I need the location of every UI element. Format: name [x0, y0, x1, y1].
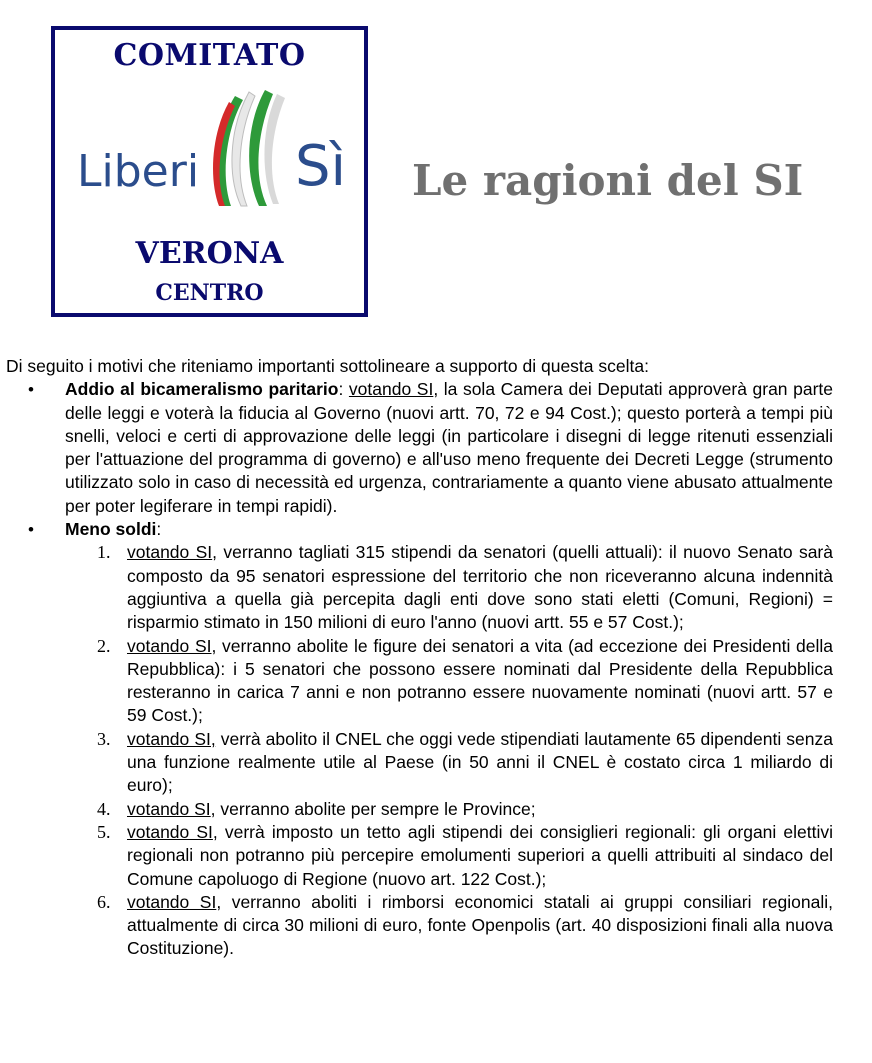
list-item	[65, 635, 833, 728]
votando-si-link: votando SI,	[127, 728, 216, 749]
list-item	[65, 728, 833, 798]
item-text: , verranno aboliti i rimborsi economici statali ai gruppi consiliari regionali, attualmente di circa 30 milioni di euro, fonte Openpolis (art. 40 disposizioni finali alla nuova Costituzione).	[127, 891, 834, 959]
list-item	[65, 541, 833, 634]
reason-bicameralismo	[6, 378, 833, 518]
logo-liberi-text: Liberi	[77, 146, 200, 197]
item-number: 6.	[97, 891, 111, 912]
document-body	[6, 355, 833, 961]
item-number: 4.	[97, 798, 111, 819]
item-number: 2.	[97, 635, 111, 656]
reason-heading: Meno soldi	[65, 519, 157, 540]
item-text: , verrà imposto un tetto agli stipendi dei consiglieri regionali: gli organi elettivi regionali non potranno più percepire emolumenti superiori a quelli attribuiti al sindaco del Comune capoluogo di Regione (nuovo art. 122 Cost.);	[127, 821, 834, 889]
votando-si-link: votando SI	[127, 635, 212, 656]
comitato-logo	[51, 26, 368, 317]
logo-comitato-text: COMITATO	[113, 38, 306, 73]
votando-si-link: votando SI	[127, 542, 213, 563]
item-number: 1.	[97, 542, 111, 563]
reason-separator: :	[338, 379, 349, 400]
votando-si-link: votando SI	[127, 821, 213, 842]
flag-grey-stripe	[264, 94, 285, 204]
reason-text: , la sola Camera dei Deputati approverà gran parte delle leggi e voterà la fiducia al Governo (nuovi artt. 70, 72 e 94 Cost.); questo porterà a tempi più snelli, veloci e certi di approvazione delle leggi (in particolare i disegni di legge ritenuti essenziali per l'attuazione del programma di governo) e all'uso meno frequente dei Decreti Legge (strumento utilizzato solo in caso di necessità ed urgenza, contrariamente a quanto viene abusato attualmente per poter legiferare in tempi rapidi).	[65, 379, 833, 516]
intro-paragraph: Di seguito i motivi che riteniamo importanti sottolineare a supporto di questa scelta:	[6, 356, 649, 376]
list-item	[65, 891, 833, 961]
item-text: , verranno tagliati 315 stipendi da senatori (quelli attuali): il nuovo Senato sarà composto da 95 senatori espressione del territorio che non riceveranno alcuna indennità aggiuntiva a quella già percepita dagli enti dove sono stati eletti (Comuni, Regioni) = risparmio stimato in 150 milioni di euro l'anno (nuovi artt. 55 e 57 Cost.);	[127, 542, 833, 633]
list-item	[65, 798, 833, 821]
reasons-list	[6, 378, 833, 960]
page-title: Le ragioni del SI	[412, 156, 804, 205]
item-text: verrà abolito il CNEL che oggi vede stipendiati lautamente 65 dipendenti senza una funzione realmente utile al Paese (in 50 anni il CNEL è costato circa 1 miliardo di euro);	[127, 728, 833, 796]
votando-si-link: votando SI	[127, 798, 211, 819]
list-item	[65, 821, 833, 891]
votando-si-link: votando SI	[348, 379, 434, 400]
votando-si-link: votando SI	[127, 891, 217, 912]
tricolor-flag-icon	[205, 88, 291, 212]
reason-meno-soldi	[6, 518, 833, 961]
item-text: , verranno abolite le figure dei senatori a vita (ad eccezione dei Presidenti della Repubblica): i 5 senatori che possono essere nominati dal Presidente della Repubblica resteranno in carica 7 anni e non potranno essere nuovamente nominati (nuovi artt. 57 e 59 Cost.);	[127, 635, 834, 726]
item-number: 3.	[97, 728, 111, 749]
item-text: , verranno abolite per sempre le Province;	[210, 798, 536, 819]
logo-si-text: Sì	[295, 134, 347, 199]
logo-city-text: VERONA	[135, 236, 284, 271]
item-number: 5.	[97, 821, 111, 842]
reason-heading: Addio al bicameralismo paritario	[65, 379, 339, 400]
savings-list	[65, 541, 833, 960]
reason-separator: :	[156, 519, 162, 540]
logo-subtitle-text: CENTRO	[155, 280, 264, 306]
